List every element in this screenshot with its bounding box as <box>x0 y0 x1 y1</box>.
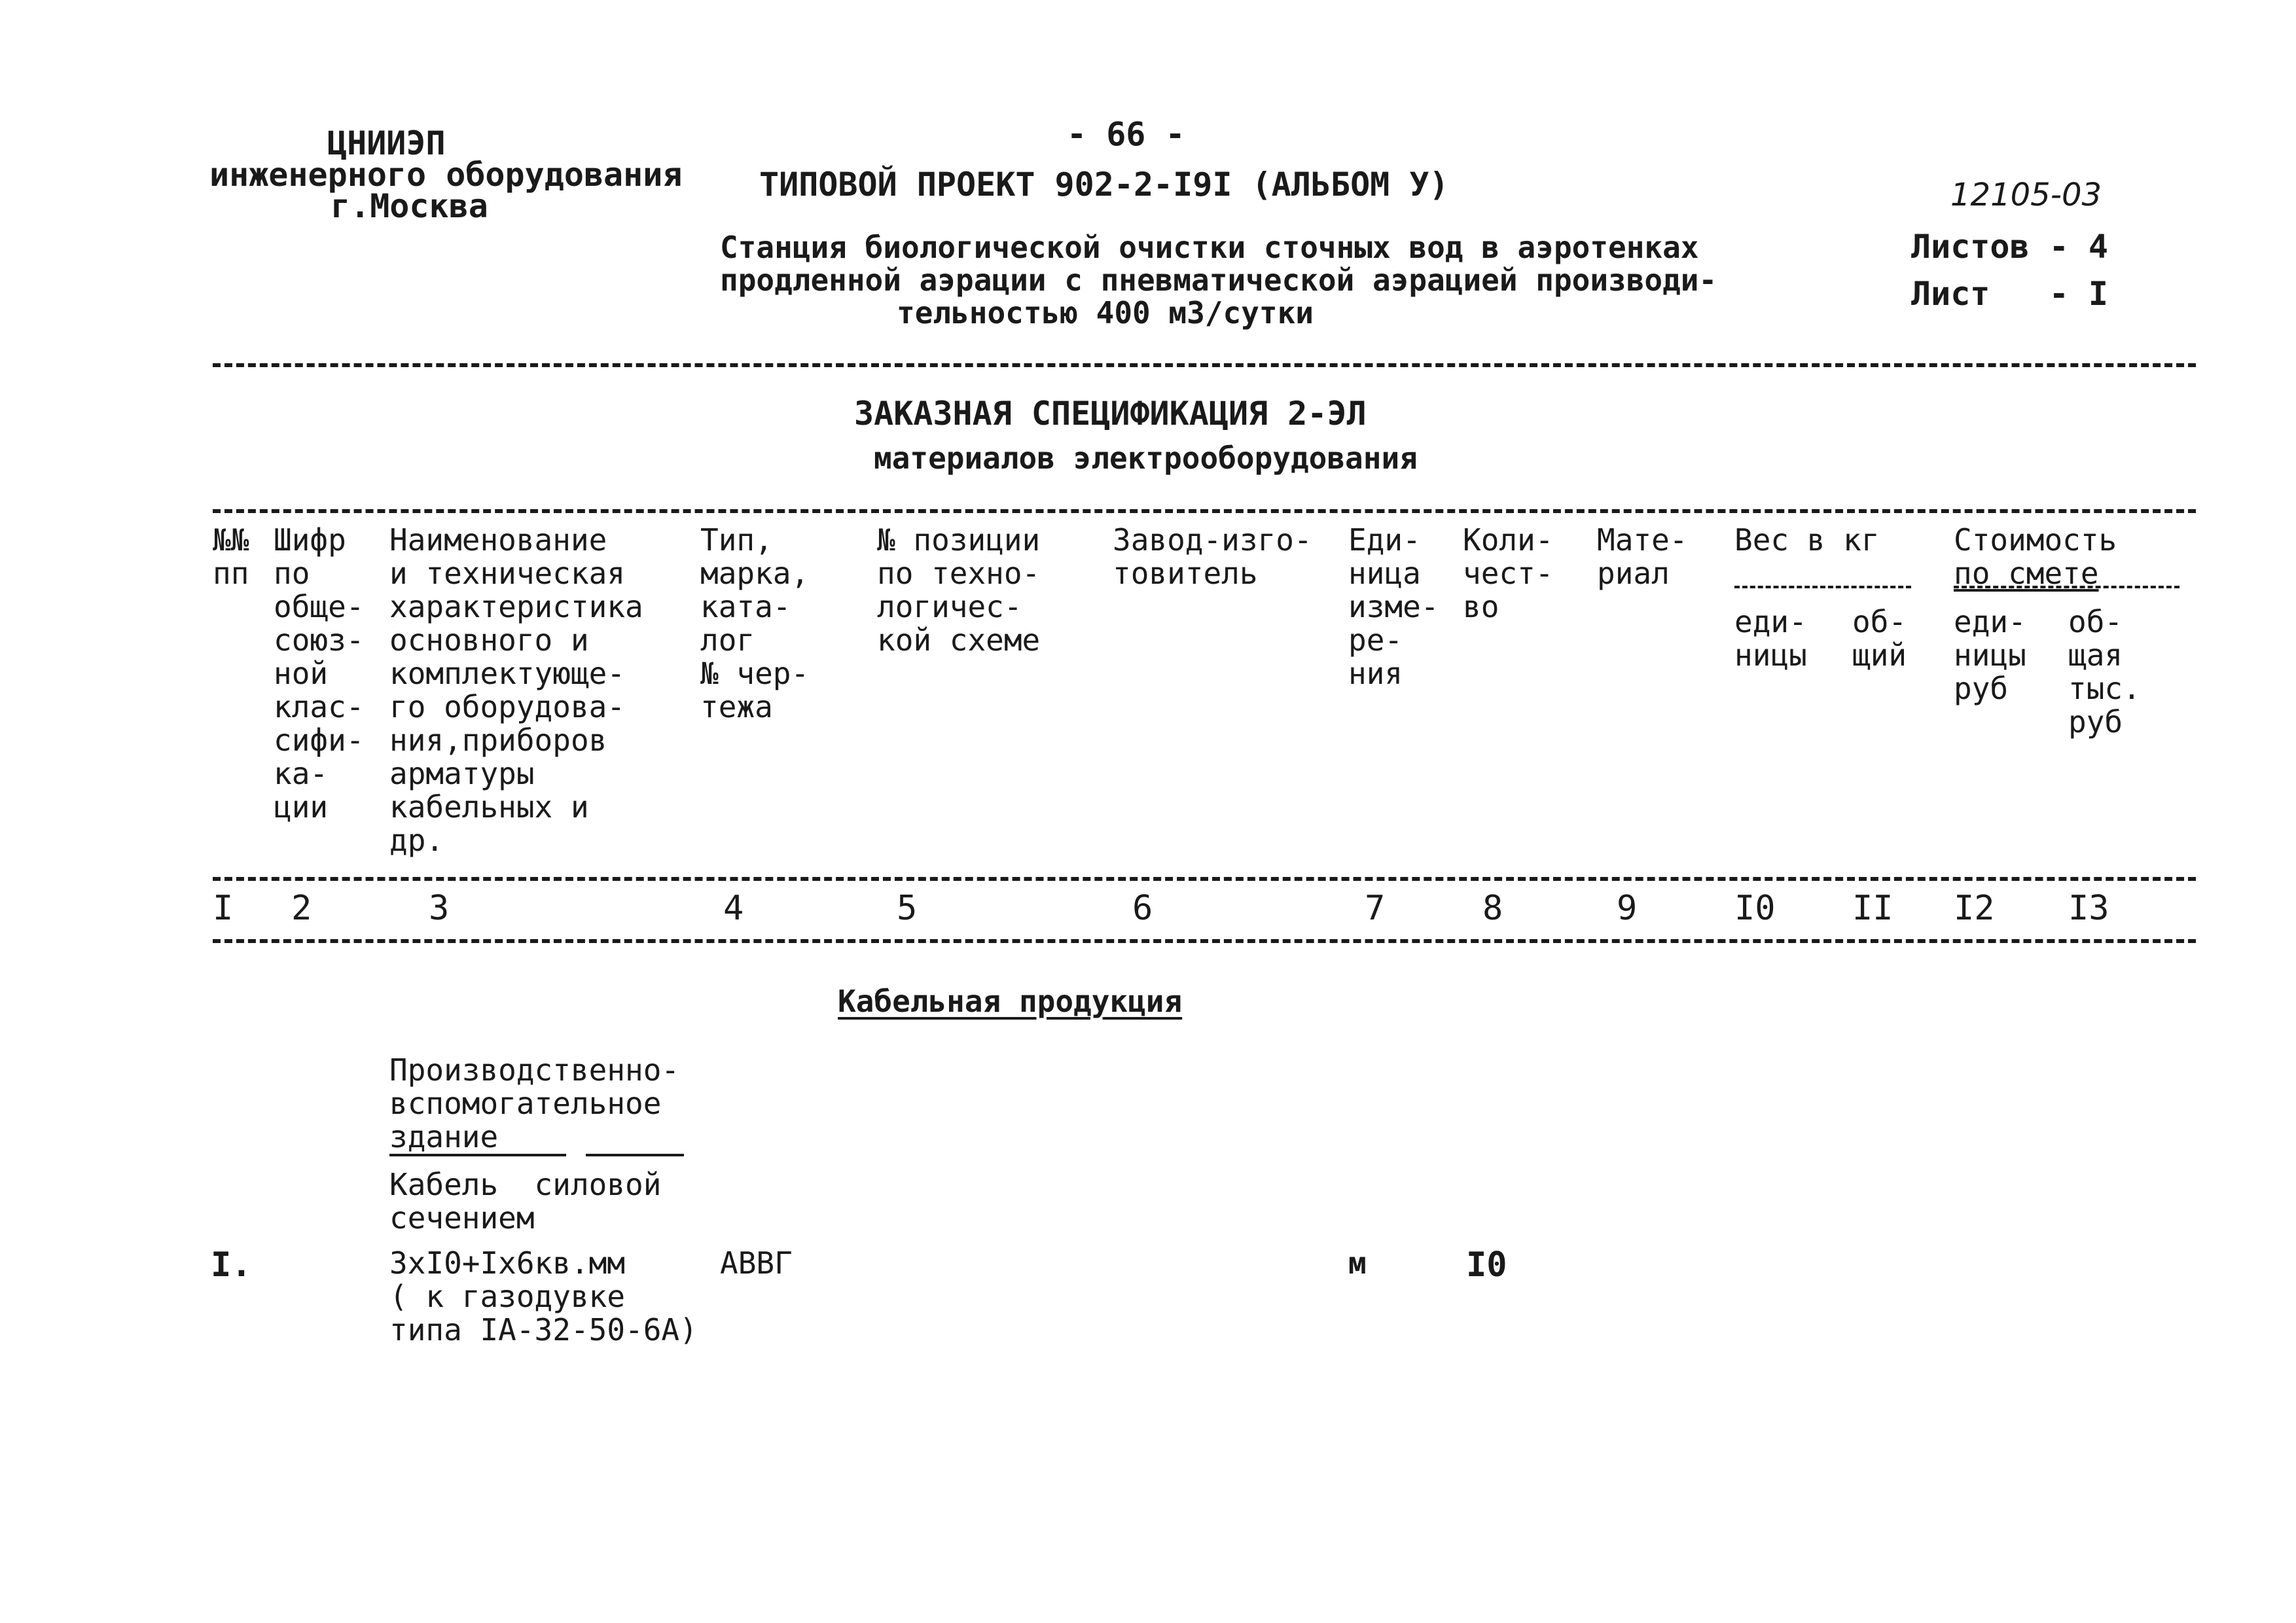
org-city: г.Москва <box>331 187 488 225</box>
sheets-total: Листов - 4 <box>1911 228 2109 266</box>
header-weight-total: об- щий <box>1852 604 1907 673</box>
colnum-11: II <box>1852 889 1893 928</box>
table-top-divider <box>213 509 2196 513</box>
colnum-10: I0 <box>1734 889 1776 928</box>
colnum-13: I3 <box>2068 889 2109 928</box>
colnum-9: 9 <box>1617 889 1638 928</box>
table-row-unit: м <box>1348 1245 1367 1281</box>
project-title: ТИПОВОЙ ПРОЕКТ 902-2-I9I (АЛЬБОМ У) <box>759 166 1449 204</box>
org-department: инженерного оборудования <box>209 156 683 194</box>
table-row-quantity: I0 <box>1466 1245 1507 1285</box>
colnum-6: 6 <box>1132 889 1153 928</box>
colnum-7: 7 <box>1365 889 1386 928</box>
header-col-3: Наименование и техническая характеристика основного и комплектующе- го оборудова- ния,приборов арматуры кабельных и др. <box>389 522 643 858</box>
description-line-2: продленной аэрации с пневматической аэрацией производи- <box>720 262 1717 298</box>
header-cost-unit: еди- ницы руб <box>1954 604 2026 706</box>
sheet-number: Лист - I <box>1911 275 2109 313</box>
colnum-12: I2 <box>1954 889 1995 928</box>
section-title: Кабельная продукция <box>838 984 1183 1019</box>
colnum-5: 5 <box>897 889 918 928</box>
colnum-1: I <box>213 889 234 928</box>
spec-title: ЗАКАЗНАЯ СПЕЦИФИКАЦИЯ 2-ЭЛ <box>854 395 1367 433</box>
colnum-2: 2 <box>291 889 312 928</box>
header-col-2: Шифр по обще- союз- ной клас- сифи- ка- ции <box>274 522 365 825</box>
description-line-1: Станция биологической очистки сточных вод в аэротенках <box>720 230 1699 265</box>
colnum-3: 3 <box>429 889 450 928</box>
header-col-1: №№ пп <box>213 522 249 591</box>
colnum-bottom-divider <box>213 939 2196 943</box>
weight-group-divider <box>1734 586 1911 588</box>
page-number: - 66 - <box>1067 115 1185 153</box>
header-weight-unit: еди- ницы <box>1734 604 1807 673</box>
header-divider <box>213 363 2196 367</box>
header-cost-total: об- щая тыс. руб <box>2068 604 2141 740</box>
cost-group-divider <box>1954 586 2179 588</box>
header-col-5: № позиции по техно- логичес- кой схеме <box>877 522 1041 658</box>
header-cost-group: Стоимость по смете <box>1954 522 2117 591</box>
org-name: ЦНИИЭП <box>327 124 446 162</box>
doc-code: 12105-03 <box>1950 177 2102 213</box>
building-name: Производственно- вспомогательное здание <box>389 1054 684 1156</box>
header-col-6: Завод-изго- товитель <box>1113 522 1312 591</box>
table-row-number: I. <box>211 1245 252 1285</box>
table-row-type: АВВГ <box>720 1245 793 1281</box>
cable-intro: Кабель силовой сечением <box>389 1167 662 1236</box>
spec-subtitle: материалов электрооборудования <box>874 440 1418 476</box>
colnum-8: 8 <box>1482 889 1503 928</box>
table-row-name: 3xI0+Ix6кв.мм ( к газодувке типа IА-32-50-6А) <box>389 1245 698 1347</box>
header-col-4: Тип, марка, ката- лог № чер- тежа <box>700 522 810 724</box>
header-col-8: Коли- чест- во <box>1463 522 1554 624</box>
header-bottom-divider <box>213 877 2196 881</box>
header-weight-group: Вес в кг <box>1734 522 1880 558</box>
header-col-9: Мате- риал <box>1597 522 1688 591</box>
colnum-4: 4 <box>723 889 744 928</box>
description-line-3: тельностью 400 м3/сутки <box>897 295 1314 330</box>
header-col-7: Еди- ница изме- ре- ния <box>1348 522 1439 691</box>
